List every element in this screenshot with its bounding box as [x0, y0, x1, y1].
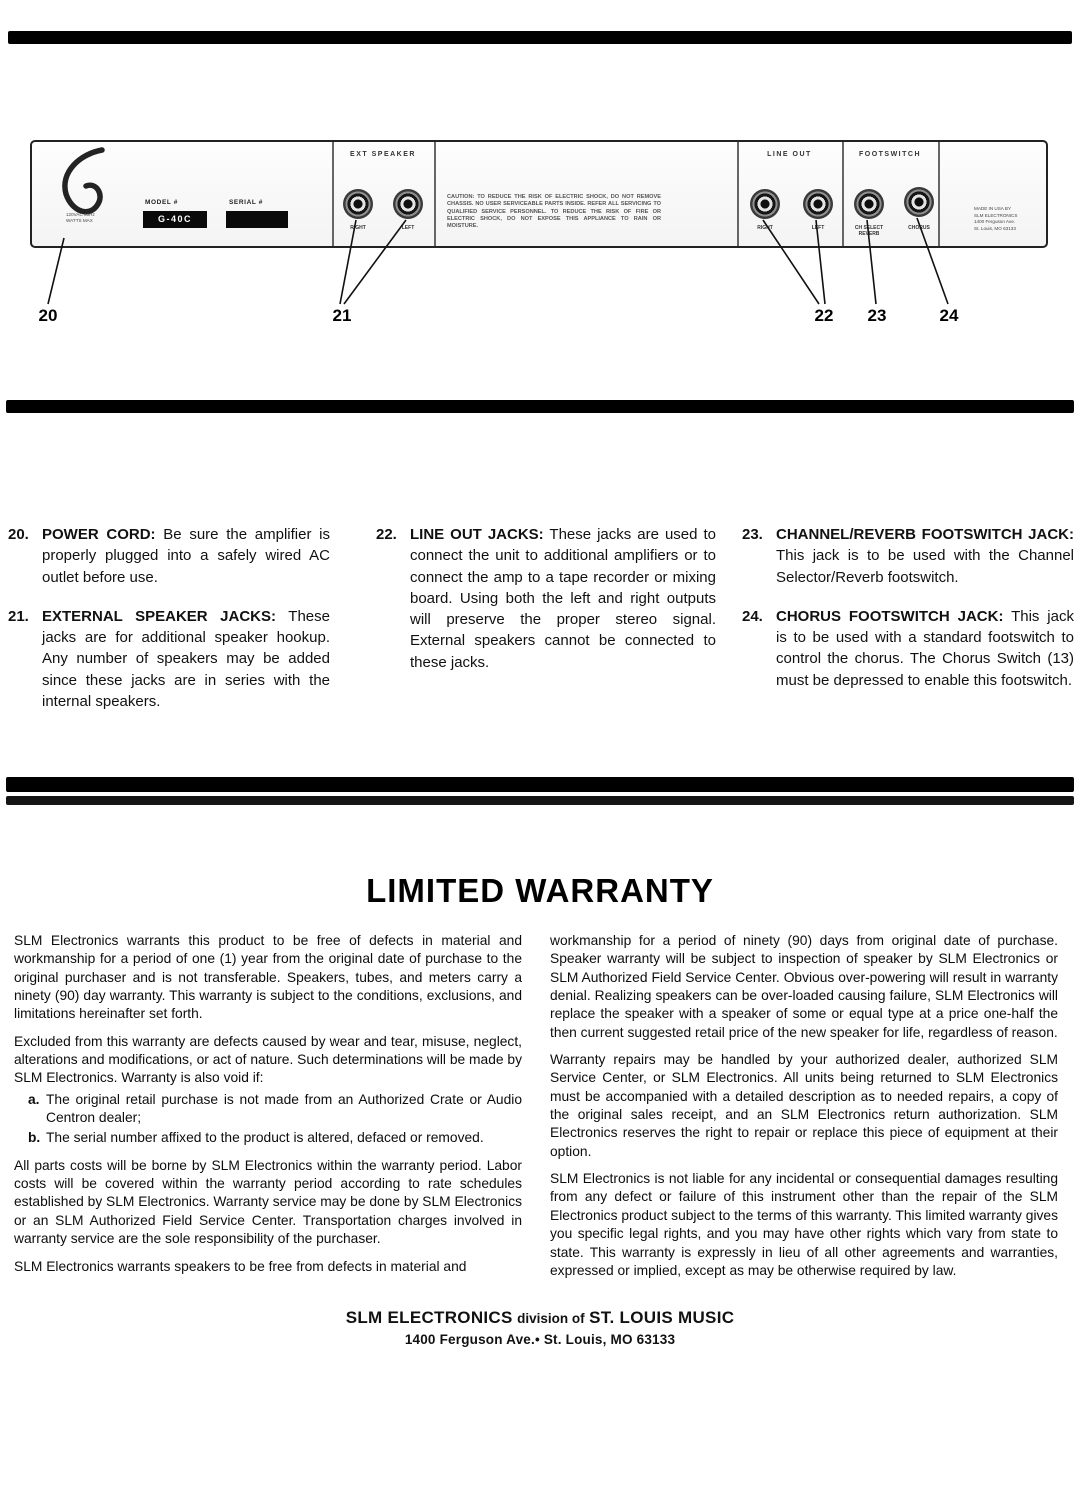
warranty-paragraph: SLM Electronics is not liable for any incidental or consequential damages resulting from any defect or failure of this instrument other than the repair of the SLM Electronics product subject to the terms of this warranty. This limited warranty gives you specific legal rights, and you may have other rights which vary from state to state. This warranty is expressly in lieu of all other agreements and warranties, expressed or implied, except as may be otherwise required by law.	[550, 1171, 1058, 1278]
manufacturer-line: MADE IN USA BY	[974, 206, 1012, 211]
item-external-speaker-jacks	[8, 606, 330, 712]
rear-panel-diagram	[30, 140, 1050, 340]
list-item-label: a.	[28, 1091, 40, 1107]
item-title: POWER CORD:	[42, 526, 156, 543]
list-item-text: The original retail purchase is not made from an Authorized Crate or Audio Centron dealer;	[46, 1091, 522, 1126]
item-body: This jack is to be used with a standard footswitch to control the chorus. The Chorus Switch (13) must be depressed to enable this footswitch.	[776, 607, 1074, 689]
jack-label: CH SELECT REVERB	[854, 225, 884, 238]
item-body: Be sure the amplifier is properly plugged into a safely wired AC outlet before use.	[42, 526, 330, 586]
item-body: This jack is to be used with the Channel Selector/Reverb footswitch.	[776, 547, 1074, 586]
company-footer	[0, 1308, 1080, 1347]
ext-speaker-section-label: EXT SPEAKER	[350, 151, 416, 158]
item-body: These jacks are used to connect the unit to additional amplifiers or to connect the amp to a tape recorder or mixing board. Using both the left and right outputs will preserve the proper stereo signal. External speakers cannot be connected to these jacks.	[410, 526, 716, 671]
warranty-list-item	[28, 1091, 522, 1128]
item-text	[776, 524, 1074, 588]
warranty-section	[0, 872, 1080, 1289]
footer-line-1	[0, 1308, 1080, 1328]
callout-leader-lines	[30, 140, 1050, 340]
item-number: 24.	[742, 607, 763, 625]
jack-label: LEFT	[811, 225, 825, 231]
item-text	[42, 606, 330, 712]
item-title: CHORUS FOOTSWITCH JACK:	[776, 607, 1004, 625]
divider-bar-middle	[6, 400, 1074, 413]
warranty-void-list	[28, 1091, 522, 1148]
descriptions-column-1	[8, 524, 330, 730]
jack-label: RIGHT	[350, 225, 366, 231]
line-out-section-label: LINE OUT	[767, 151, 812, 158]
model-label: MODEL #	[145, 199, 178, 206]
item-number: 22.	[376, 526, 397, 543]
list-item-label: b.	[28, 1130, 41, 1146]
footswitch-section-label: FOOTSWITCH	[858, 151, 922, 158]
divider-bar-bottom-1	[6, 777, 1074, 792]
manufacturer-line: SLM ELECTRONICS	[974, 212, 1018, 218]
list-item-text: The serial number affixed to the product is altered, defaced or removed.	[46, 1130, 484, 1146]
jack-label: LEFT	[401, 225, 415, 231]
warranty-paragraph: SLM Electronics warrants this product to be free of defects in material and workmanship for a period of one (1) year from the original date of purchase to the original purchaser and is not transferable. Speakers, tubes, and meters carry a ninety (90) day warranty. This warranty is subject to the conditions, exclusions, and limitations hereinafter set forth.	[14, 933, 522, 1022]
callout-23: 23	[867, 306, 887, 325]
warranty-list-item	[28, 1129, 522, 1147]
item-power-cord	[8, 524, 330, 588]
warranty-paragraph: All parts costs will be borne by SLM Electronics within the warranty period. Labor costs will be covered within the warranty period according to rate schedules established by SLM Electronics. Warranty service may be done by SLM Electronics or an SLM Authorized Field Service Center. Transportation charges involved in warranty service are the sole responsibility of the purchaser.	[14, 1157, 522, 1247]
warranty-columns	[0, 932, 1080, 1289]
item-text	[410, 524, 716, 673]
callout-24: 24	[939, 306, 959, 325]
item-text	[776, 606, 1074, 691]
warranty-paragraph: Excluded from this warranty are defects caused by wear and tear, misuse, neglect, alterations and modifications, or act of nature. Such determinations will be made by SLM Electronics. Warranty is also void if:	[14, 1033, 522, 1086]
jack-label: RIGHT	[757, 225, 773, 231]
jack-label: CHORUS	[908, 225, 930, 231]
item-number: 23.	[742, 526, 763, 543]
item-title: LINE OUT JACKS:	[410, 526, 544, 543]
item-title: CHANNEL/REVERB FOOTSWITCH JACK:	[776, 526, 1074, 543]
item-body: These jacks are for additional speaker hookup. Any number of speakers may be added since these jacks are in series with the internal speakers.	[42, 607, 330, 711]
company-name: SLM ELECTRONICS	[345, 1308, 513, 1327]
descriptions-column-3	[742, 524, 1074, 730]
item-chorus-footswitch-jack	[742, 606, 1074, 691]
warranty-paragraph: SLM Electronics warrants speakers to be free from defects in material and	[14, 1258, 467, 1274]
callout-20: 20	[38, 306, 58, 325]
item-title: EXTERNAL SPEAKER JACKS:	[42, 607, 277, 625]
rear-panel-descriptions	[8, 524, 1074, 730]
warranty-paragraph: workmanship for a period of ninety (90) days from original date of purchase. Speaker warranty will be subject to inspection of speaker by SLM Electronics or SLM Authorized Field Service Center. Obvious over-powering will result in warranty denial. Realizing speakers can be over-loaded causing failure, SLM Electronics will replace the speaker with a speaker of some or equal type at a price one-half the then current suggested retail price of the new speaker for life, regardless of reason.	[550, 933, 1058, 1040]
descriptions-column-2	[376, 524, 716, 730]
item-number: 21.	[8, 607, 29, 625]
manufacturer-line: St. Louis, MO 63133	[974, 225, 1016, 231]
divider-bar-top	[8, 31, 1072, 44]
warranty-left-column	[14, 932, 522, 1289]
warranty-right-column	[550, 932, 1058, 1289]
item-number: 20.	[8, 526, 29, 543]
serial-label: SERIAL #	[229, 199, 263, 206]
callout-21: 21	[332, 306, 352, 325]
item-channel-reverb-footswitch-jack	[742, 524, 1074, 588]
divider-bar-bottom-2	[6, 796, 1074, 805]
division-text: division of	[517, 1311, 585, 1326]
warranty-title: LIMITED WARRANTY	[366, 872, 714, 909]
manufacturer-line: 1400 Ferguson Ave.	[974, 219, 1016, 225]
parent-company-name: ST. LOUIS MUSIC	[589, 1308, 735, 1327]
model-number-plate: G-40C	[143, 211, 207, 228]
item-line-out-jacks	[376, 524, 716, 673]
power-rating-line: 120VAC 60Hz	[66, 212, 95, 217]
power-rating-line: WATTS MAX	[66, 218, 93, 224]
warranty-paragraph: Warranty repairs may be handled by your authorized dealer, authorized SLM Service Center, or SLM Electronics. All units being returned to SLM Electronics must be accompanied with a detailed description as to needed repairs, a copy of the original sales receipt, and an SLM Electronics return authorization. SLM Electronics reserves the right to repair or replace this piece of equipment at their option.	[550, 1052, 1058, 1159]
callout-22: 22	[814, 306, 834, 325]
caution-notice: CAUTION: TO REDUCE THE RISK OF ELECTRIC SHOCK, DO NOT REMOVE CHASSIS. NO USER SERVICEABLE PARTS INSIDE. REFER ALL SERVICING TO QUALIFIED SERVICE PERSONNEL. TO REDUCE THE RISK OF FIRE OR ELECTRIC SHOCK, DO NOT EXPOSE THIS APPLIANCE TO RAIN OR MOISTURE.	[447, 194, 661, 230]
company-address: 1400 Ferguson Ave.• St. Louis, MO 63133	[404, 1332, 676, 1347]
item-text	[42, 524, 330, 588]
